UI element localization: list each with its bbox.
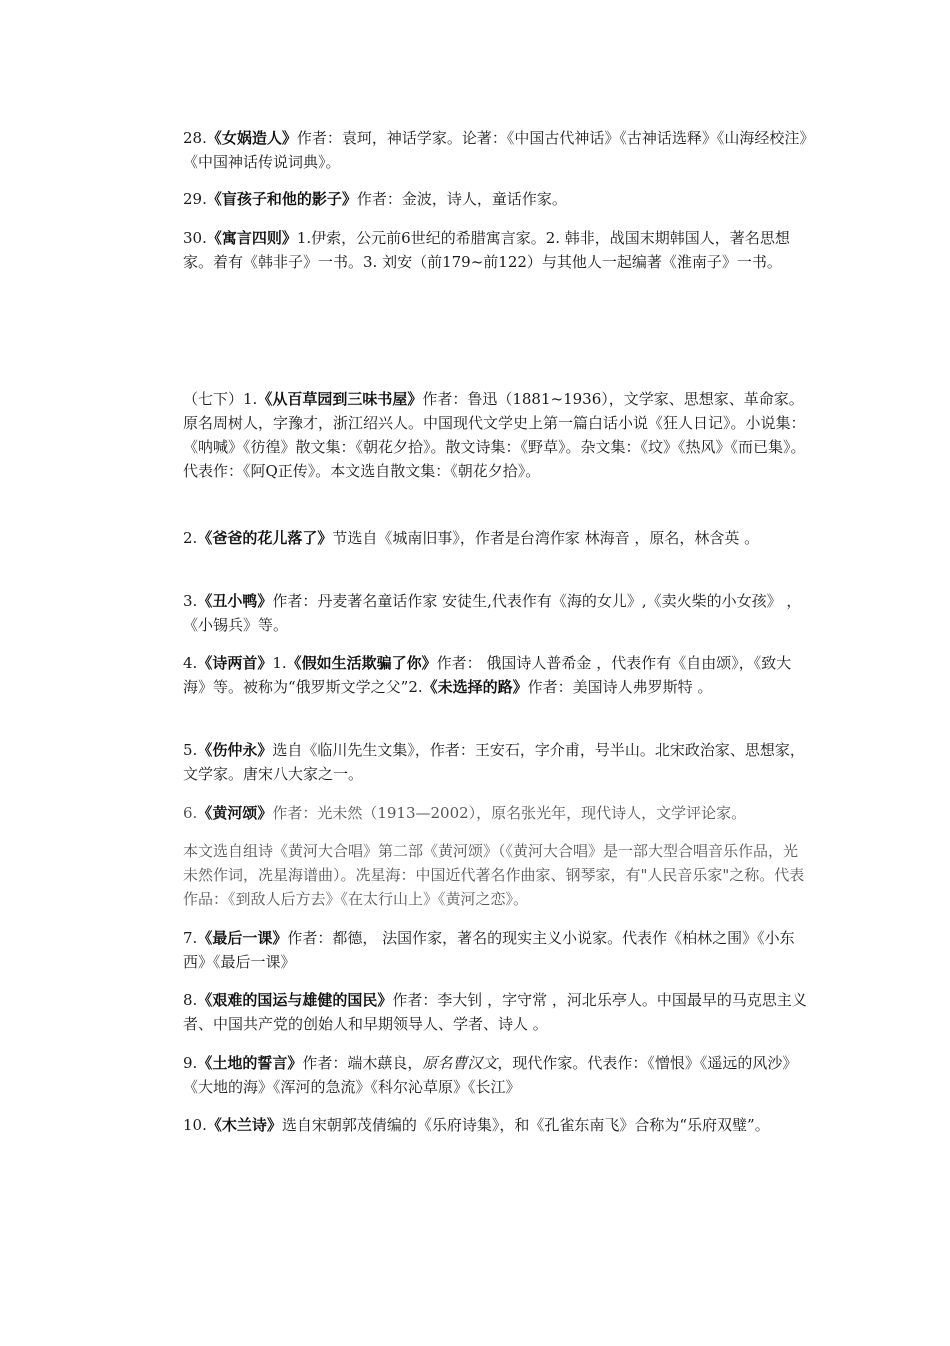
entry-italic-note: 原名曹汉文	[422, 1054, 498, 1072]
entry-number: 6.	[183, 804, 198, 822]
entry-part: 1.	[272, 654, 287, 672]
entry-28	[183, 126, 810, 174]
entry-7x-3	[183, 589, 810, 637]
entry-title: 《从百草园到三味书屋》	[257, 390, 423, 408]
entry-text: 作者：丹麦著名童话作家 安徒生,代表作有《海的女儿》,《卖火柴的小女孩》 ， 《小锡兵》等。	[183, 592, 802, 634]
entry-number: 8.	[183, 991, 198, 1009]
entry-text: 1.伊索，公元前6世纪的希腊寓言家。2. 韩非，战国末期韩国人，著名思想家。着有《韩非子》一书。3. 刘安（前179~前122）与其他人一起编著《淮南子》一书。	[183, 229, 790, 271]
entry-7x-9	[183, 1051, 810, 1099]
entry-title: 《艰难的国运与雄健的国民》	[197, 991, 393, 1009]
entry-title: 《木兰诗》	[206, 1116, 282, 1134]
entry-number: 10.	[183, 1116, 207, 1134]
entry-text: 本文选自组诗《黄河大合唱》第二部《黄河颂》（《黄河大合唱》是一部大型合唱音乐作品，光未然作词，冼星海谱曲）。冼星海：中国近代著名作曲家、钢琴家，有"人民音乐家"之称。代表作品：《到敌人后方去》《在太行山上》《黄河之恋》。	[183, 842, 805, 908]
poem-title-b: 《未选择的路》	[422, 678, 528, 696]
entry-number: 4.	[183, 654, 198, 672]
entry-text-b: 作者：美国诗人弗罗斯特 。	[527, 678, 713, 696]
entry-number: 28.	[183, 129, 207, 147]
entry-number: 2.	[183, 529, 198, 547]
entry-7x-2	[183, 526, 810, 550]
entry-number: 9.	[183, 1054, 198, 1072]
entry-text-b: ，现代作家。代表作：《憎恨》《遥远的风沙》《大地的海》《浑河的急流》《科尔沁草原》《长江》	[183, 1054, 798, 1096]
entry-title: 《丑小鸭》	[197, 592, 273, 610]
entry-text: 作者：鲁迅（1881~1936），文学家、思想家、革命家。原名周树人，字豫才，浙江绍兴人。中国现代文学史上第一篇白话小说《狂人日记》。小说集：《呐喊》《彷徨》散文集：《朝花夕拾》。散文诗集：《野草》。杂文集：《坟》《热风》《而已集》。代表作：《阿Q正传》。本文选自散文集：《朝花夕拾》。	[183, 390, 806, 480]
entry-text: 作者：袁珂，神话学家。论著：《中国古代神话》《古神话选释》《山海经校注》《中国神话传说词典》。	[183, 129, 807, 171]
entry-title: 《黄河颂》	[197, 804, 273, 822]
entry-text: 作者：光未然（1913—2002），原名张光年，现代诗人，文学评论家。	[272, 804, 747, 822]
entry-title: 《最后一课》	[197, 929, 288, 947]
entry-text: 作者：都德， 法国作家，著名的现实主义小说家。代表作《柏林之围》《小东西》《最后一课》	[183, 929, 795, 971]
entry-7x-7	[183, 926, 810, 974]
entry-7x-1	[183, 387, 810, 483]
entry-text: 选自宋朝郭茂倩编的《乐府诗集》，和《孔雀东南飞》合称为“乐府双璧”。	[281, 1116, 770, 1134]
entry-text: 作者：李大钊 ，字守常 ，河北乐亭人。中国最早的马克思主义者、中国共产党的创始人和早期领导人、学者、诗人 。	[183, 991, 807, 1033]
entry-text: 作者：金波，诗人，童话作家。	[356, 190, 567, 208]
entry-title: 《女娲造人》	[206, 129, 297, 147]
entry-number: 29.	[183, 190, 207, 208]
entry-7x-8	[183, 988, 810, 1036]
entry-number: 5.	[183, 741, 198, 759]
entry-29	[183, 187, 810, 211]
entry-title: 《盲孩子和他的影子》	[206, 190, 357, 208]
entry-7x-6-note	[183, 839, 810, 911]
entry-title: 《诗两首》	[197, 654, 273, 672]
entry-30	[183, 226, 810, 274]
entry-7x-10	[183, 1113, 810, 1137]
entry-text: 节选自《城南旧事》，作者是台湾作家 林海音 ，原名，林含英 。	[332, 529, 760, 547]
entry-number: 3.	[183, 592, 198, 610]
entry-7x-5	[183, 738, 810, 786]
entry-text-a: 作者： 俄国诗人普希金 ，代表作有《自由颂》，《致大海》等。被称为“俄罗斯文学之父”2.	[183, 654, 792, 696]
entry-title: 《寓言四则》	[206, 229, 297, 247]
entry-number: （七下）1.	[183, 390, 258, 408]
entry-text: 选自《临川先生文集》，作者：王安石，字介甫，号半山。北宋政治家、思想家，文学家。唐宋八大家之一。	[183, 741, 805, 783]
poem-title-a: 《假如生活欺骗了你》	[286, 654, 437, 672]
entry-title: 《爸爸的花儿落了》	[197, 529, 333, 547]
entry-title: 《伤仲永》	[197, 741, 273, 759]
entry-title: 《土地的誓言》	[197, 1054, 303, 1072]
entry-7x-6	[183, 801, 810, 825]
entry-text-a: 作者：端木蕻良，	[302, 1054, 423, 1072]
entry-7x-4	[183, 651, 810, 699]
entry-number: 30.	[183, 229, 207, 247]
entry-number: 7.	[183, 929, 198, 947]
